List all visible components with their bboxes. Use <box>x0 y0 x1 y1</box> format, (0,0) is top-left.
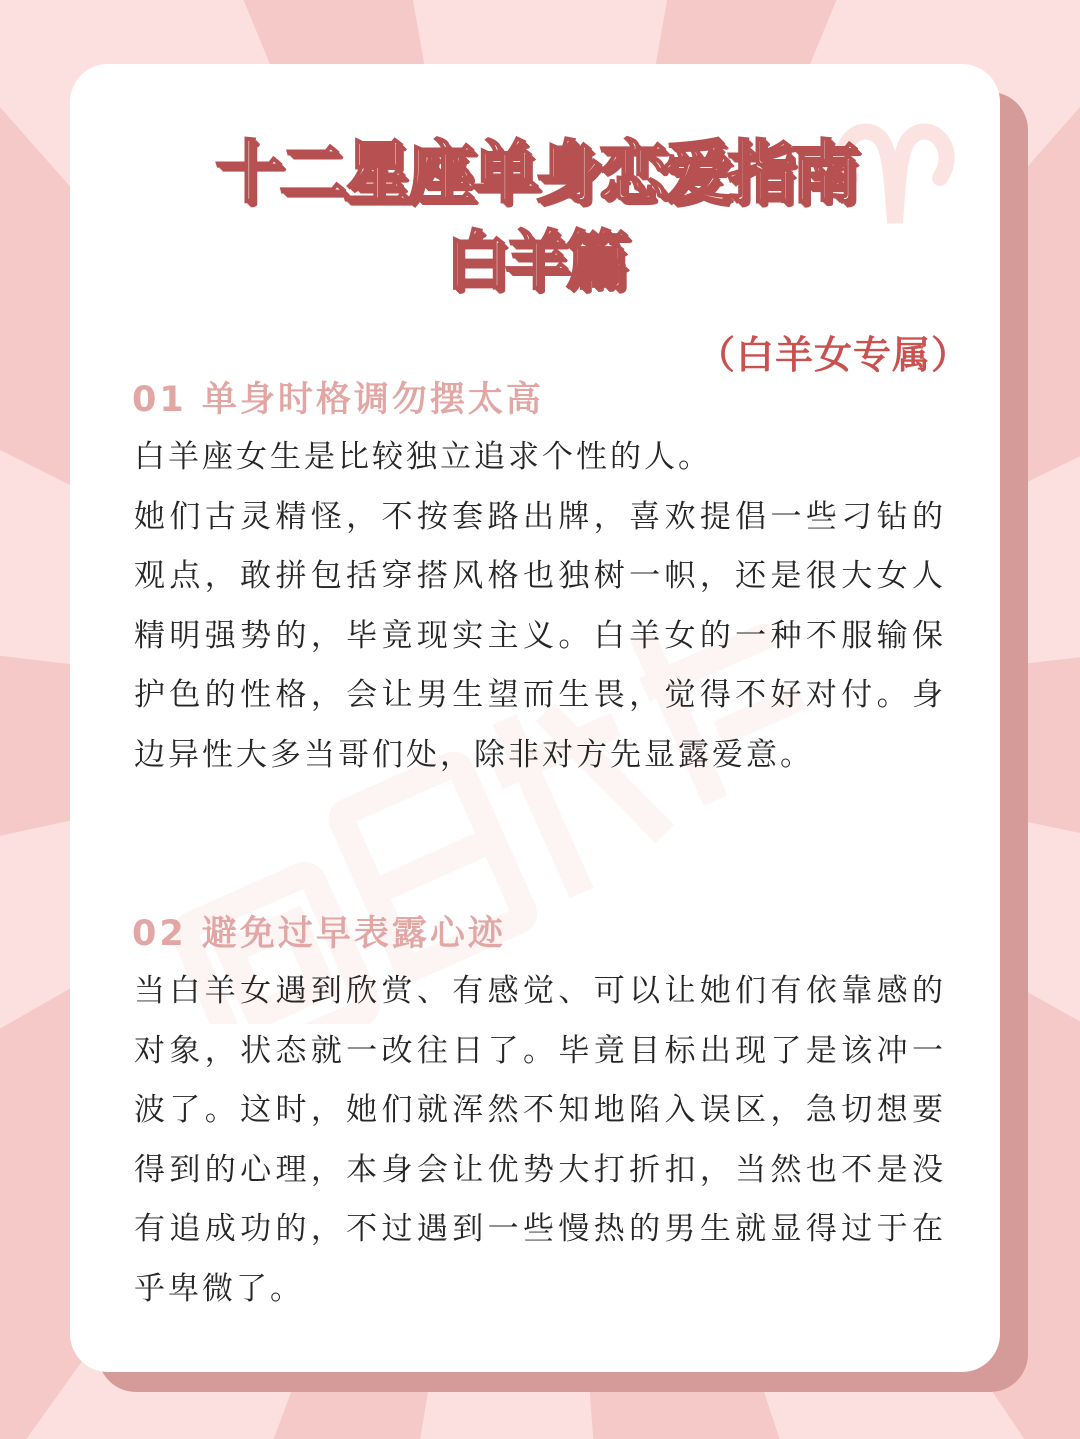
section-1-paragraph: 白羊座女生是比较独立追求个性的人。 <box>134 439 712 475</box>
audience-tag: （白羊女专属） <box>696 333 970 377</box>
page-subtitle: 白羊篇 <box>445 225 625 299</box>
page-title: 十二星座单身恋爱指南 <box>214 134 855 213</box>
content-card <box>70 64 1000 1372</box>
section-1-body <box>134 428 946 785</box>
section-2-body <box>134 962 946 1319</box>
section-1-paragraph: 她们古灵精怪，不按套路出牌，喜欢提倡一些刁钻的观点，敢拼包括穿搭风格也独树一帜，还是很大女人精明强势的，毕竟现实主义。白羊女的一种不服输保护色的性格，会让男生望而生畏，觉得不好对付。身边异性大多当哥们处，除非对方先显露爱意。 <box>134 498 946 773</box>
section-2-paragraph: 当白羊女遇到欣赏、有感觉、可以让她们有依靠感的对象，状态就一改往日了。毕竟目标出现了是该冲一波了。这时，她们就浑然不知地陷入误区，急切想要得到的心理，本身会让优势大打折扣，当然也不是没有追成功的，不过遇到一些慢热的男生就显得过于在乎卑微了。 <box>134 973 946 1307</box>
section-2-heading: 02 避免过早表露心迹 <box>132 914 506 954</box>
section-1-heading: 01 单身时格调勿摆太高 <box>132 380 544 420</box>
